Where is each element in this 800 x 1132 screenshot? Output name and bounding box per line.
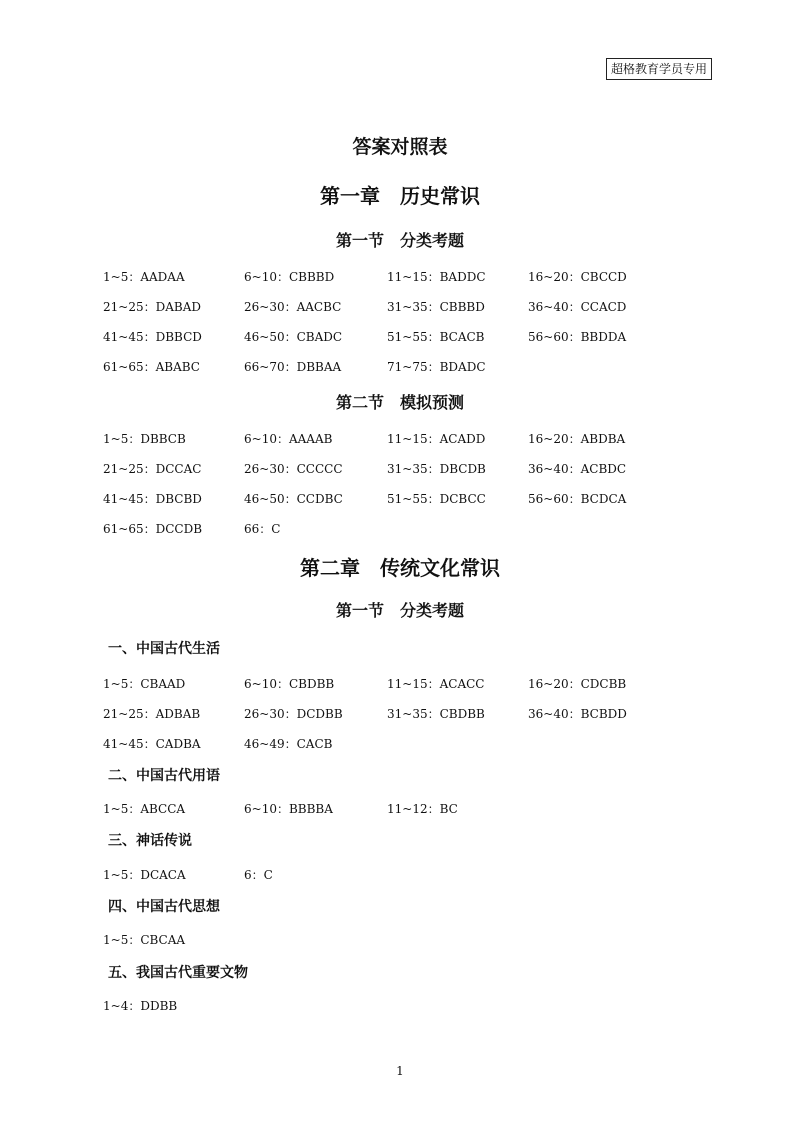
subsection-title: 三、神话传说 [108,833,192,849]
answer-cell: 26~30：DCDBB [244,707,343,721]
answer-cell: 6：C [244,868,273,882]
answer-cell: 46~49：CACB [244,737,333,751]
answer-cell: 51~55：DCBCC [387,492,486,506]
answer-cell: 11~12：BC [387,802,458,816]
answer-cell: 1~5：CBAAD [103,677,186,691]
answer-cell: 16~20：CBCCD [528,270,627,284]
answer-cell: 11~15：BADDC [387,270,486,284]
answer-cell: 36~40：ACBDC [528,462,627,476]
answer-cell: 46~50：CCDBC [244,492,343,506]
answer-cell: 1~5：ABCCA [103,802,186,816]
answer-cell: 66：C [244,522,281,536]
answer-cell: 11~15：ACADD [387,432,486,446]
answer-cell: 16~20：ABDBA [528,432,626,446]
answer-cell: 6~10：CBBBD [244,270,335,284]
answer-cell: 71~75：BDADC [387,360,486,374]
ch1-section-1-title: 第一节 分类考题 [335,231,464,250]
answer-cell: 41~45：DBCBD [103,492,202,506]
subsection-title: 四、中国古代思想 [108,899,220,915]
answer-cell: 26~30：CCCCC [244,462,343,476]
answer-cell: 31~35：DBCDB [387,462,486,476]
answer-cell: 36~40：BCBDD [528,707,627,721]
answer-cell: 31~35：CBBBD [387,300,485,314]
answer-cell: 31~35：CBDBB [387,707,485,721]
answer-cell: 6~10：AAAAB [244,432,333,446]
answer-cell: 6~10：BBBBA [244,802,333,816]
ch1-section-2-title: 第二节 模拟预测 [335,393,464,412]
answer-cell: 51~55：BCACB [387,330,485,344]
document-title: 答案对照表 [352,136,448,158]
subsection-title: 二、中国古代用语 [108,768,220,784]
answer-cell: 56~60：BCDCA [528,492,627,506]
answer-cell: 1~5：DCACA [103,868,186,882]
answer-cell: 41~45：CADBA [103,737,201,751]
answer-cell: 36~40：CCACD [528,300,627,314]
answer-cell: 46~50：CBADC [244,330,343,344]
answer-cell: 66~70：DBBAA [244,360,342,374]
answer-cell: 21~25：ADBAB [103,707,201,721]
usage-badge: 超格教育学员专用 [606,58,712,80]
chapter-2-title: 第二章 传统文化常识 [300,556,500,580]
answer-cell: 1~5：CBCAA [103,933,186,947]
answer-cell: 61~65：ABABC [103,360,200,374]
answer-cell: 21~25：DABAD [103,300,201,314]
chapter-1-title: 第一章 历史常识 [320,184,480,208]
answer-cell: 16~20：CDCBB [528,677,627,691]
page-number: 1 [396,1064,404,1078]
ch2-section-1-title: 第一节 分类考题 [335,601,464,620]
answer-cell: 41~45：DBBCD [103,330,202,344]
answer-cell: 1~4：DDBB [103,999,178,1013]
answer-cell: 11~15：ACACC [387,677,485,691]
answer-cell: 56~60：BBDDA [528,330,627,344]
answer-cell: 6~10：CBDBB [244,677,335,691]
subsection-title: 五、我国古代重要文物 [108,965,248,981]
answer-cell: 26~30：AACBC [244,300,342,314]
answer-cell: 1~5：AADAA [103,270,185,284]
subsection-title: 一、中国古代生活 [108,641,220,657]
answer-cell: 21~25：DCCAC [103,462,202,476]
answer-cell: 1~5：DBBCB [103,432,186,446]
answer-cell: 61~65：DCCDB [103,522,203,536]
